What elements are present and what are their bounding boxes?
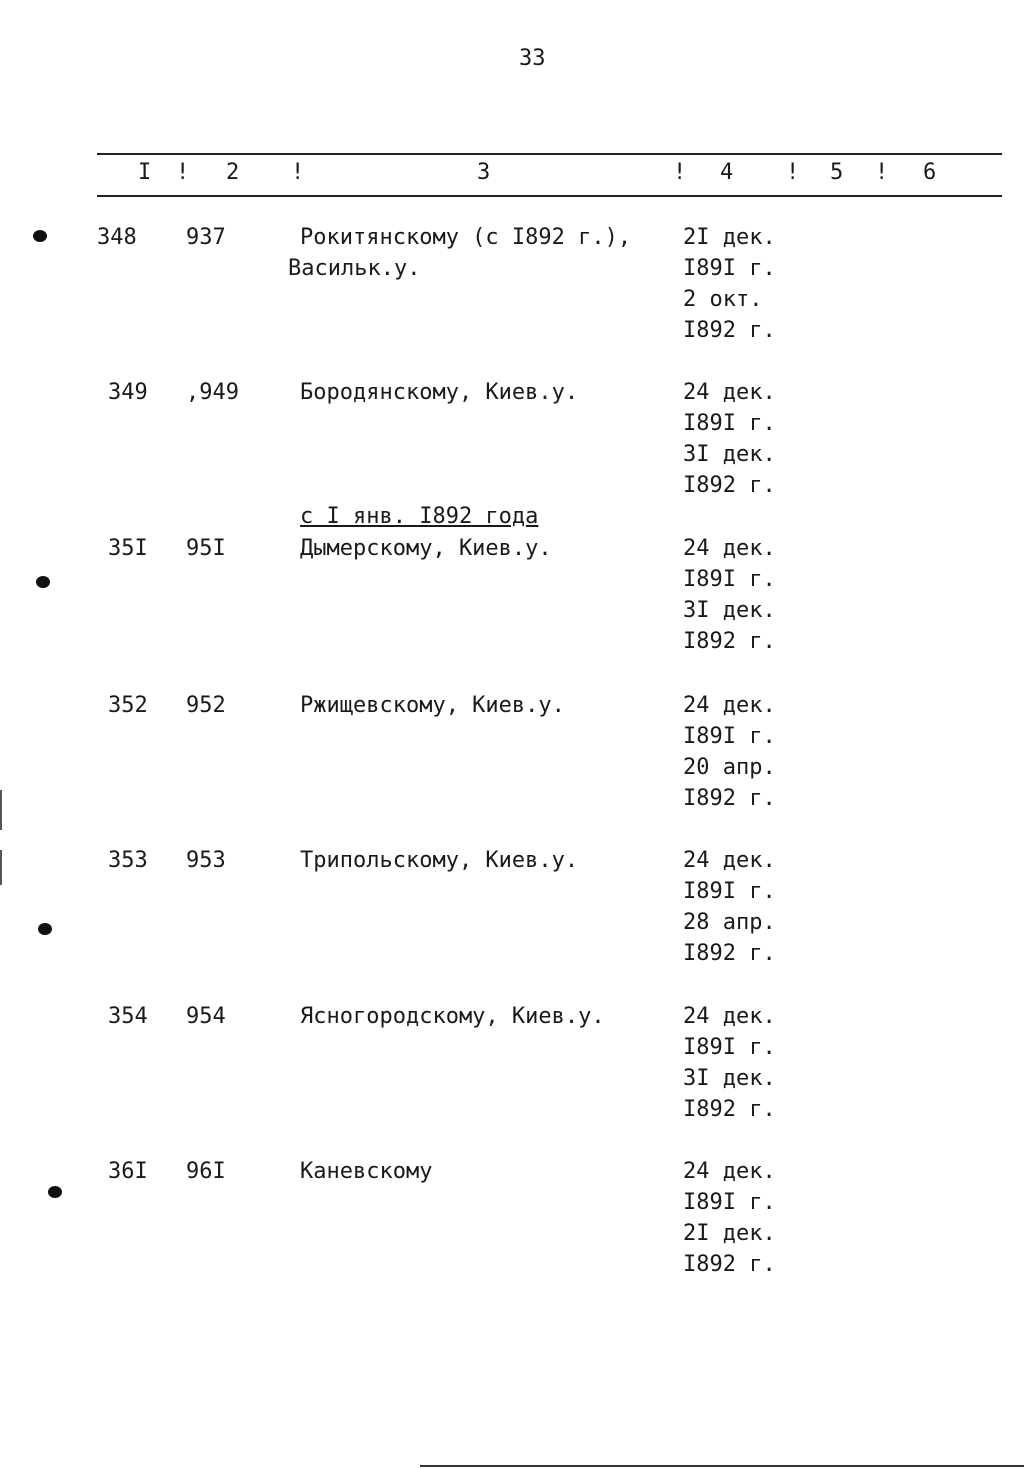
row-date-line: I892 г. (683, 941, 776, 966)
row-name-line: Трипольскому, Киев.у. (300, 848, 579, 873)
row-date-line: 3I дек. (683, 598, 776, 623)
row-date-line: 2 окт. (683, 287, 763, 312)
row-date-line: 24 дек. (683, 536, 776, 561)
row-code: 954 (186, 1004, 226, 1029)
row-date-line: 24 дек. (683, 693, 776, 718)
row-name (300, 845, 578, 876)
row-date-line: I892 г. (683, 1097, 776, 1122)
bottom-edge-line (420, 1465, 1024, 1467)
row-code: 937 (186, 225, 226, 250)
row-name-line: Ржищевскому, Киев.у. (300, 693, 565, 718)
row-dates (683, 533, 776, 657)
header-col-3: 3 (477, 160, 491, 185)
row-code: 96I (186, 1159, 226, 1184)
header-sep-4: ! (786, 160, 800, 185)
punch-hole-mark (33, 230, 47, 242)
header-sep-2: ! (291, 160, 305, 185)
row-dates (683, 1001, 776, 1125)
header-sep-3: ! (673, 160, 687, 185)
row-name-line: Васильк.у. (288, 256, 421, 281)
header-bottom-rule (97, 195, 1002, 197)
row-date-line: I892 г. (683, 318, 776, 343)
punch-hole-mark (36, 576, 50, 588)
row-number: 35I (108, 536, 148, 561)
row-name (300, 1001, 605, 1032)
row-date-line: I89I г. (683, 567, 776, 592)
row-name-line: Рокитянскому (с I892 г.), (300, 225, 632, 250)
row-date-line: I89I г. (683, 411, 776, 436)
header-sep-1: ! (176, 160, 190, 185)
row-date-line: I892 г. (683, 1252, 776, 1277)
header-col-2: 2 (226, 160, 240, 185)
row-number: 354 (108, 1004, 148, 1029)
row-date-line: I89I г. (683, 724, 776, 749)
row-number: 348 (97, 225, 137, 250)
row-date-line: 3I дек. (683, 442, 776, 467)
row-dates (683, 1156, 776, 1280)
scan-edge-line (0, 850, 2, 885)
row-date-line: I89I г. (683, 1190, 776, 1215)
row-name-line: Каневскому (300, 1159, 433, 1184)
row-name-line: Дымерскому, Киев.у. (300, 536, 552, 561)
row-dates (683, 222, 776, 346)
row-dates (683, 377, 776, 501)
header-sep-5: ! (875, 160, 889, 185)
row-date-line: I892 г. (683, 629, 776, 654)
row-date-line: I892 г. (683, 473, 776, 498)
row-dates (683, 845, 776, 969)
row-number: 353 (108, 848, 148, 873)
row-date-line: 24 дек. (683, 380, 776, 405)
punch-hole-mark (38, 923, 52, 935)
header-top-rule (97, 153, 1002, 155)
row-date-line: 20 апр. (683, 755, 776, 780)
row-date-line: 2I дек. (683, 225, 776, 250)
row-name (300, 1156, 432, 1187)
row-dates (683, 690, 776, 814)
row-name (300, 533, 552, 564)
row-code: 952 (186, 693, 226, 718)
row-date-line: 2I дек. (683, 1221, 776, 1246)
row-name (300, 690, 565, 721)
row-date-line: I89I г. (683, 256, 776, 281)
row-name (300, 377, 578, 408)
row-date-line: 24 дек. (683, 848, 776, 873)
row-date-line: 24 дек. (683, 1004, 776, 1029)
row-number: 36I (108, 1159, 148, 1184)
punch-hole-mark (48, 1186, 62, 1198)
header-col-5: 5 (830, 160, 844, 185)
row-number: 349 (108, 380, 148, 405)
row-date-line: I892 г. (683, 786, 776, 811)
header-col-4: 4 (720, 160, 734, 185)
scan-edge-line (0, 790, 2, 830)
row-code: ,949 (186, 380, 239, 405)
section-note: с I янв. I892 года (300, 504, 539, 529)
page-number: 33 (519, 46, 546, 71)
row-name (288, 222, 632, 284)
row-date-line: I89I г. (683, 1035, 776, 1060)
row-date-line: 3I дек. (683, 1066, 776, 1091)
row-name-line: Ясногородскому, Киев.у. (300, 1004, 605, 1029)
row-date-line: 24 дек. (683, 1159, 776, 1184)
row-date-line: I89I г. (683, 879, 776, 904)
row-number: 352 (108, 693, 148, 718)
header-col-1: I (138, 160, 152, 185)
header-col-6: 6 (923, 160, 937, 185)
row-code: 95I (186, 536, 226, 561)
row-name-line: Бородянскому, Киев.у. (300, 380, 579, 405)
row-date-line: 28 апр. (683, 910, 776, 935)
row-code: 953 (186, 848, 226, 873)
